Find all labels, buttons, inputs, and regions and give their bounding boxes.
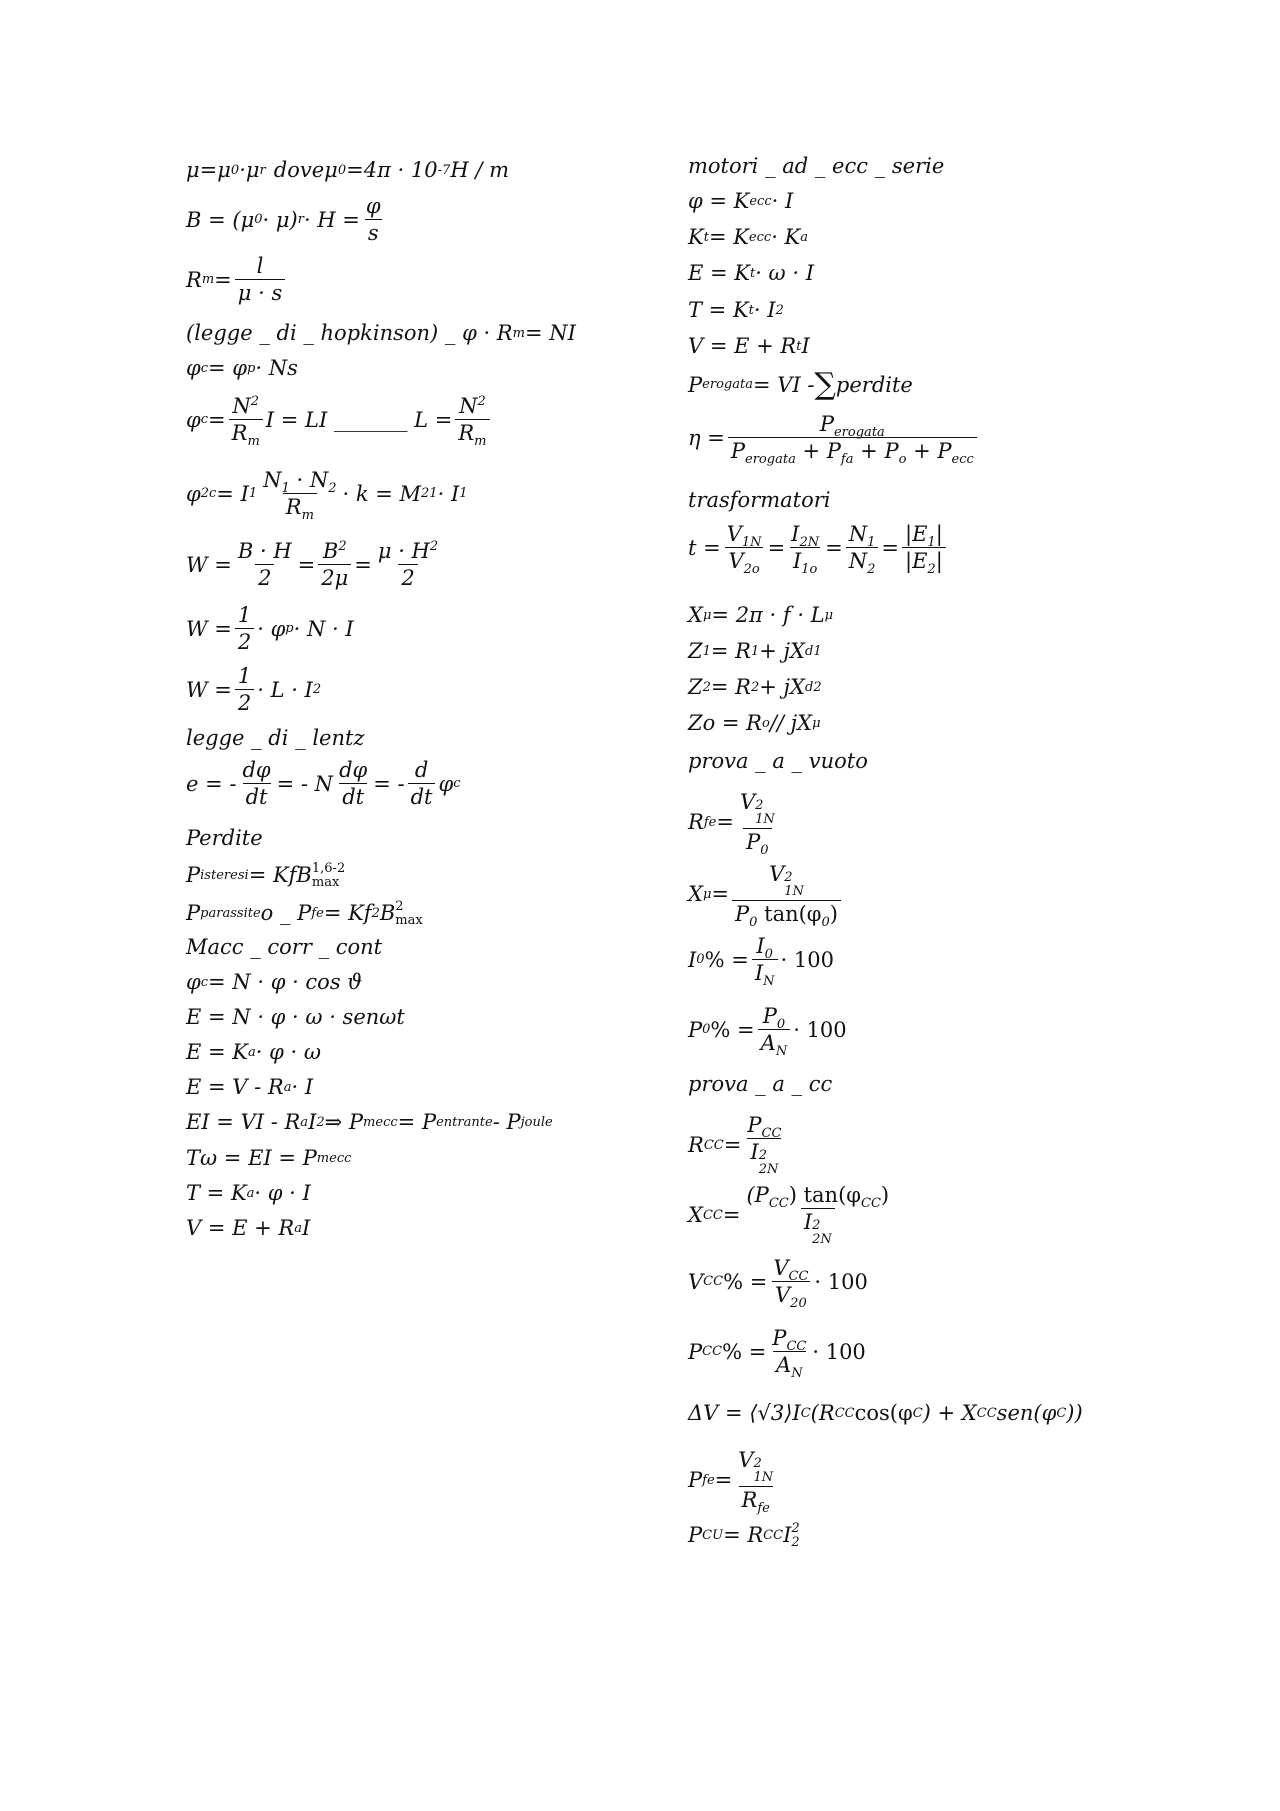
linked-flux-formula: φ c = φ p · Ns: [186, 356, 298, 380]
phi-cos-formula: φ c = N · φ · cos ϑ: [186, 970, 363, 994]
serie-title: motori _ ad _ ecc _ serie: [688, 154, 945, 178]
emf-sin-formula: E = N · φ · ω · senωt: [186, 1005, 405, 1029]
mutual-inductance-formula: φ 2c = I 1 $\frac{N_1 \cdot N_2}{R_m}$ · k = M 21 · I 1: [186, 468, 468, 524]
pcc-percent-formula: P CC % = $\frac{P_{CC}}{A_N}$ · 100: [688, 1326, 866, 1382]
z2-formula: Z 2 = R 2 + jX d2: [688, 675, 822, 699]
pfe-formula: P fe = V 2 1N $R_{fe}$: [688, 1448, 774, 1517]
prova-cc-title: prova _ a _ cc: [688, 1072, 833, 1096]
p0-percent-formula: P 0 % = $\frac{P_0}{A_N}$ · 100: [688, 1004, 847, 1060]
emf-v-formula: E = V - R a · I: [186, 1075, 314, 1099]
emf-formula: E = K t · ω · I: [688, 261, 814, 285]
efficiency-formula: η = $\frac{P_{erogata}}{P_{erogata} + P_{fa} + P_o + P_{ecc}}$: [688, 414, 980, 462]
flux-density-formula: B = (μ 0 · μ) r · H = $\frac{\varphi}{s}$: [186, 194, 381, 245]
perdite-title: Perdite: [186, 826, 263, 850]
i0-percent-formula: I 0 % = $\frac{I_0}{I_N}$ · 100: [688, 934, 834, 990]
xcc-formula: X CC = $(P_{CC})$ $\tan(\varphi_{CC})$ I 2 2N: [688, 1183, 890, 1247]
perogata-formula: P erogata = VI - ∑ perdite: [688, 367, 913, 402]
permeability-formula: μ = μ 0 · μ r dove μ 0 = 4π · 10 -7 H / m: [186, 158, 509, 182]
zo-formula: Zo = R o // jX μ: [688, 711, 821, 735]
transformer-ratio-formula: t = $\frac{V_{1N}}{V_{2o}}$ = $\frac{I_{2N}}{I_{1o}}$ = $\frac{N_1}{N_2}$ = $\frac{|E_1|}{|E_2|}$: [688, 524, 949, 572]
power-balance-formula: EI = VI - R a I 2 ⇒ P mecc = P entrante - P joule: [186, 1110, 553, 1134]
emf-ka-formula: E = K a · φ · ω: [186, 1040, 321, 1064]
macc-title: Macc _ corr _ cont: [186, 935, 383, 959]
z1-formula: Z 1 = R 1 + jX d1: [688, 639, 822, 663]
torque-power-formula: Tω = EI = P mecc: [186, 1146, 352, 1170]
rfe-formula: R fe = V 2 1N $P_0$: [688, 790, 775, 859]
torque-series-formula: T = K t · I 2: [688, 298, 784, 322]
inductance-formula: φ c = $\frac{N^2}{R_m}$ I = LI _______ L = $\frac{N^2}{R_m}$: [186, 396, 493, 444]
voltage-series-formula: V = E + R t I: [688, 334, 810, 358]
hopkinson-formula: (legge _ di _ hopkinson) _ φ · R m = NI: [186, 321, 576, 345]
isteresi-formula: P isteresi = KfB 1,6-2 max: [186, 861, 346, 890]
pcu-formula: P CU = R CC I 2 2: [688, 1521, 800, 1550]
energy-inductance-formula: W = $\frac{1}{2}$ · L · I 2: [186, 664, 322, 715]
voltage-formula: V = E + R a I: [186, 1216, 311, 1240]
vcc-percent-formula: V CC % = $\frac{V_{CC}}{V_{20}}$ · 100: [688, 1256, 868, 1312]
delta-v-formula: ΔV = ⟨√3⟩I C (R CC cos(φ C ) + X CC sen(φ C )): [688, 1401, 1083, 1425]
kt-formula: K t = K ecc · K a: [688, 225, 809, 249]
energy-density-formula: W = $\frac{B \cdot H}{2}$ = $\frac{B^2}{2\mu}$ = $\frac{\mu \cdot H^2}{2}$: [186, 539, 439, 590]
prova-vuoto-title: prova _ a _ vuoto: [688, 749, 868, 773]
lenz-formula: e = - $\frac{d\varphi}{dt}$ = - N $\frac{d\varphi}{dt}$ = - $\frac{d}{dt}$ φ c: [186, 758, 461, 809]
lenz-title: legge _ di _ lentz: [186, 726, 365, 750]
torque-formula: T = K a · φ · I: [186, 1181, 311, 1205]
energy-flux-formula: W = $\frac{1}{2}$ · φ p · N · I: [186, 603, 354, 654]
phi-ecc-formula: φ = K ecc · I: [688, 189, 794, 213]
trasformatori-title: trasformatori: [688, 488, 831, 512]
reluctance-formula: R m = $\frac{l}{\mu \cdot s}$: [186, 256, 288, 304]
rcc-formula: R CC = $P_{CC}$ I 2 2N: [688, 1113, 782, 1177]
xmu-formula: X μ = 2π · f · L μ: [688, 603, 834, 627]
xmu-noload-formula: X μ = V 2 1N $P_0$ $\tan(\varphi_0)$: [688, 864, 844, 925]
parassite-formula: P parassite o _ P fe = Kf 2 B 2 max: [186, 899, 423, 928]
